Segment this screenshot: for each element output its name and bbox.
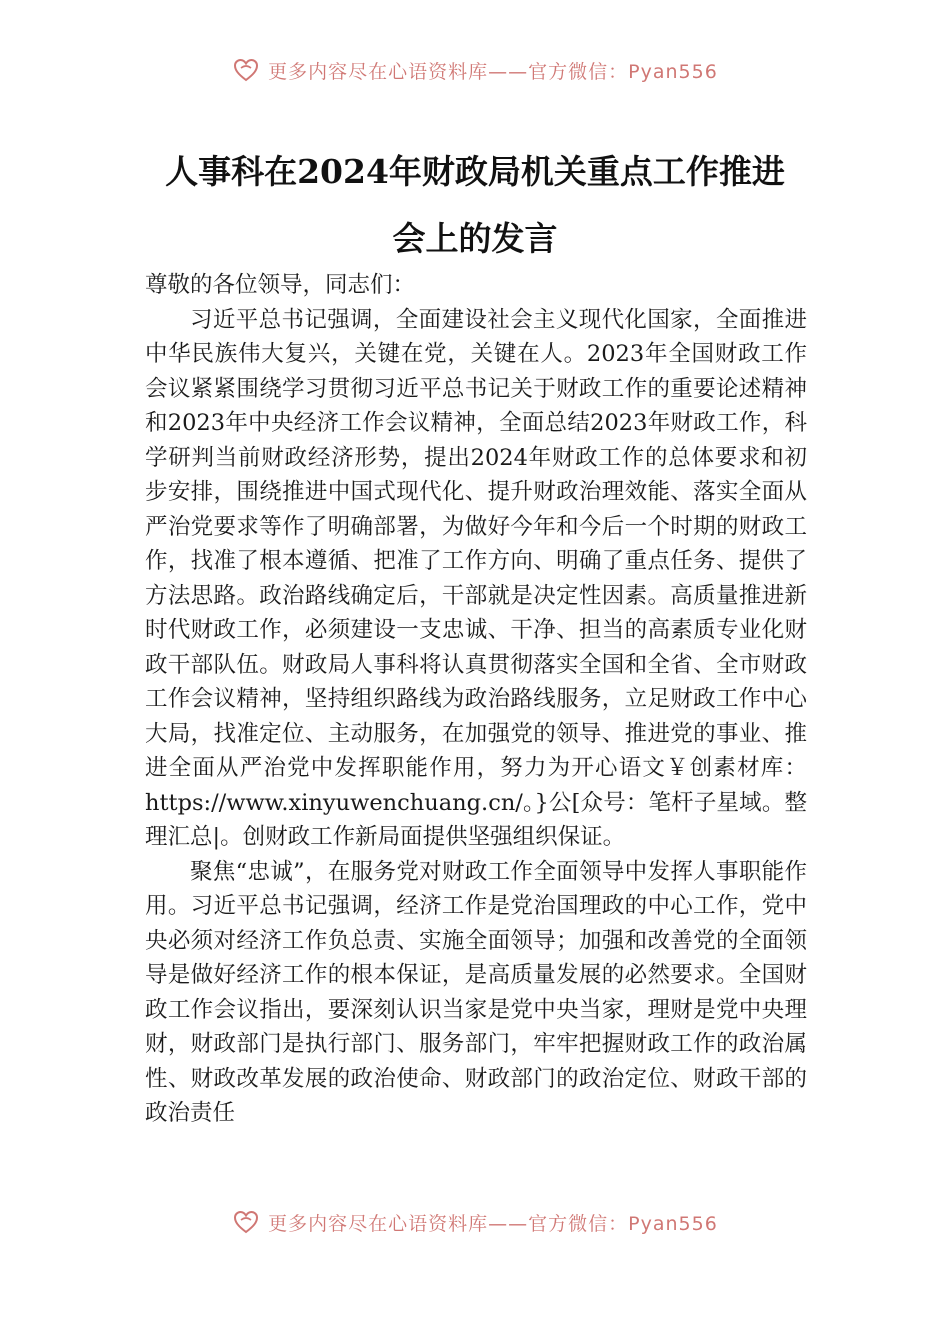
title-line-2: 会上的发言 (392, 219, 558, 258)
document-body (145, 268, 807, 1131)
watermark-text: 更多内容尽在心语资料库——官方微信：Pyan556 (268, 60, 718, 83)
paragraph: 习近平总书记强调，全面建设社会主义现代化国家，全面推进中华民族伟大复兴，关键在党，关键在人。2023年全国财政工作会议紧紧围绕学习贯彻习近平总书记关于财政工作的重要论述精神和2023年中央经济工作会议精神，全面总结2023年财政工作，科学研判当前财政经济形势，提出2024年财政工作的总体要求和初步安排，围绕推进中国式现代化、提升财政治理效能、落实全面从严治党要求等作了明确部署，为做好今年和今后一个时期的财政工作，找准了根本遵循、把准了工作方向、明确了重点任务、提供了方法思路。政治路线确定后，干部就是决定性因素。高质量推进新时代财政工作，必须建设一支忠诚、干净、担当的高素质专业化财政干部队伍。财政局人事科将认真贯彻落实全国和全省、全市财政工作会议精神，坚持组织路线为政治路线服务，立足财政工作中心大局，找准定位、主动服务，在加强党的领导、推进党的事业、推进全面从严治党中发挥职能作用，努力为开心语文￥创素材库：https://www.xinyuwenchuang.cn/。}公[众号：笔杆子星域。整理汇总|。创财政工作新局面提供坚强组织保证。 (145, 306, 807, 850)
paragraph: 聚焦“忠诚”，在服务党对财政工作全面领导中发挥人事职能作用。习近平总书记强调，经济工作是党治国理政的中心工作，党中央必须对经济工作负总责、实施全面领导；加强和改善党的全面领导是做好经济工作的根本保证，是高质量发展的必然要求。全国财政工作会议指出，要深刻认识当家是党中央当家，理财是党中央理财，财政部门是执行部门、服务部门，牢牢把握财政工作的政治属性、财政改革发展的政治使命、财政部门的政治定位、财政干部的政治责任 (145, 858, 807, 1126)
heart-logo-icon (232, 56, 260, 84)
title-line-1: 人事科在2024年财政局机关重点工作推进 (165, 152, 785, 191)
watermark-banner-bottom (0, 1202, 950, 1242)
watermark-banner-top (0, 50, 950, 90)
heart-logo-icon (232, 1208, 260, 1236)
watermark-text: 更多内容尽在心语资料库——官方微信：Pyan556 (268, 1212, 718, 1235)
document-title (100, 138, 850, 272)
salutation: 尊敬的各位领导，同志们： (145, 272, 416, 298)
